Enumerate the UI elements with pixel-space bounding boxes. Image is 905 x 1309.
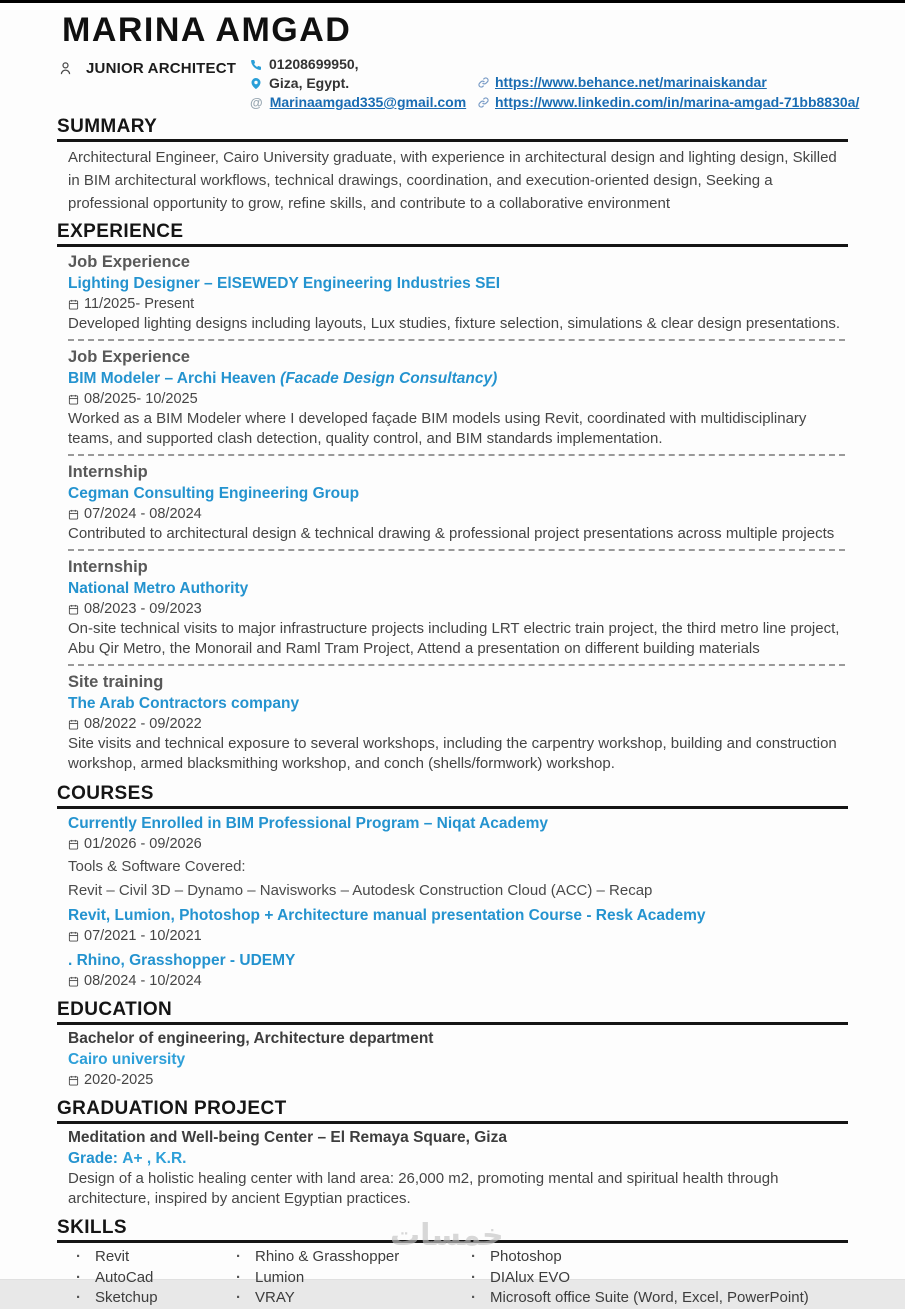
entry-type: Job Experience	[68, 253, 190, 271]
calendar-icon	[68, 394, 79, 405]
experience-entry	[68, 461, 847, 551]
dashed-divider	[68, 339, 845, 341]
project-grade	[68, 1148, 847, 1169]
entry-role: Lighting Designer – ElSEWEDY Engineering Industries SEI	[68, 275, 501, 292]
location-pin-icon	[250, 77, 262, 90]
education-school: Cairo university	[68, 1051, 186, 1068]
top-border	[0, 0, 905, 3]
skills-heading: SKILLS	[57, 1216, 848, 1243]
graduation-project-section	[57, 1097, 848, 1209]
bullet-icon: ·	[76, 1289, 81, 1306]
skill-label: AutoCad	[95, 1268, 154, 1286]
course-date: 08/2024 - 10/2024	[84, 973, 202, 989]
skill-label: Revit	[95, 1248, 130, 1265]
entry-description: Contributed to architectural design & technical drawing & professional project presentations across multiple projects	[68, 525, 835, 542]
entry-date: 07/2024 - 08/2024	[84, 506, 202, 522]
bullet-icon: ·	[76, 1248, 81, 1265]
entry-date: 08/2025- 10/2025	[84, 391, 198, 407]
entry-type: Job Experience	[68, 348, 190, 366]
skill-label: Photoshop	[490, 1248, 562, 1265]
courses-heading: COURSES	[57, 782, 848, 809]
education-heading: EDUCATION	[57, 998, 848, 1025]
contact-header	[58, 55, 905, 112]
entry-role: Cegman Consulting Engineering Group	[68, 485, 360, 502]
skills-section	[57, 1216, 848, 1309]
experience-entry	[68, 556, 847, 666]
skill-label: Rhino & Grasshopper	[255, 1248, 400, 1265]
course-entry	[68, 905, 847, 946]
skill-label: VRAY	[255, 1289, 295, 1306]
bullet-icon: ·	[471, 1248, 476, 1265]
experience-entry	[68, 251, 847, 341]
skill-item	[68, 1247, 228, 1268]
summary-heading: SUMMARY	[57, 115, 848, 142]
grade-value: A+ , K.R.	[122, 1150, 187, 1167]
entry-description: On-site technical visits to major infrastructure projects including LRT electric train project, the third metro line project, Abu Qir Metro, the Monorail and Raml Tram Project, Attend a presentation on different building materials	[68, 620, 840, 657]
location-text: Giza, Egypt.	[269, 75, 350, 91]
entry-role: The Arab Contractors company	[68, 695, 300, 712]
education-date: 2020-2025	[84, 1072, 154, 1088]
dashed-divider	[68, 664, 845, 666]
bullet-icon: ·	[471, 1268, 476, 1286]
skills-grid	[68, 1247, 847, 1309]
job-title: JUNIOR ARCHITECT	[86, 60, 237, 77]
entry-date: 11/2025- Present	[84, 296, 195, 312]
dashed-divider	[68, 549, 845, 551]
course-title: Currently Enrolled in BIM Professional Program – Niqat Academy	[68, 815, 549, 832]
skill-item	[68, 1288, 228, 1309]
entry-description: Worked as a BIM Modeler where I developed façade BIM models using Revit, coordinated with multidisciplinary teams, and supported clash detection, quality control, and BIM standards implementation.	[68, 410, 807, 447]
person-icon	[58, 61, 73, 76]
behance-link[interactable]: https://www.behance.net/marinaiskandar	[495, 74, 767, 90]
skill-label: Microsoft office Suite (Word, Excel, PowerPoint)	[490, 1289, 809, 1306]
skill-item	[463, 1288, 847, 1309]
graduation-project-heading: GRADUATION PROJECT	[57, 1097, 848, 1124]
skill-label: DIAlux EVO	[490, 1268, 571, 1286]
bullet-icon: ·	[236, 1289, 241, 1306]
course-date: 01/2026 - 09/2026	[84, 836, 202, 852]
calendar-icon	[68, 1075, 79, 1086]
phone-number: 01208699950,	[269, 56, 359, 72]
skill-item	[228, 1288, 463, 1309]
entry-role	[68, 368, 847, 389]
course-title: . Rhino, Grasshopper - UDEMY	[68, 952, 296, 969]
phone-icon	[250, 59, 262, 71]
page-title: MARINA AMGAD	[62, 11, 352, 49]
calendar-icon	[68, 509, 79, 520]
email-at-icon: @	[250, 95, 263, 110]
entry-type: Site training	[68, 673, 164, 691]
entry-date: 08/2023 - 09/2023	[84, 601, 202, 617]
calendar-icon	[68, 839, 79, 850]
education-degree: Bachelor of engineering, Architecture department	[68, 1030, 434, 1047]
skill-label: Lumion	[255, 1268, 305, 1286]
link-icon	[478, 77, 489, 88]
skill-item	[463, 1247, 847, 1268]
course-tools-list: Revit – Civil 3D – Dynamo – Navisworks – Autodesk Construction Cloud (ACC) – Recap	[68, 882, 653, 899]
calendar-icon	[68, 604, 79, 615]
skill-item	[228, 1247, 463, 1268]
entry-role-suffix: (Facade Design Consultancy)	[275, 370, 498, 387]
calendar-icon	[68, 719, 79, 730]
skill-item	[463, 1268, 847, 1289]
grade-label: Grade:	[68, 1150, 118, 1167]
calendar-icon	[68, 976, 79, 987]
bullet-icon: ·	[76, 1268, 81, 1286]
skill-label: Sketchup	[95, 1289, 158, 1306]
entry-role-main: BIM Modeler – Archi Heaven	[68, 370, 276, 387]
bullet-icon: ·	[236, 1268, 241, 1286]
skill-item	[68, 1268, 228, 1289]
entry-type: Internship	[68, 558, 148, 576]
entry-type: Internship	[68, 463, 148, 481]
course-entry	[68, 950, 847, 991]
course-date: 07/2021 - 10/2021	[84, 928, 202, 944]
dashed-divider	[68, 454, 845, 456]
calendar-icon	[68, 299, 79, 310]
entry-role: National Metro Authority	[68, 580, 249, 597]
experience-entry	[68, 671, 847, 774]
project-description: Design of a holistic healing center with land area: 26,000 m2, promoting mental and spiritual health through architecture, inspired by ancient Egyptian practices.	[68, 1170, 779, 1207]
email-link[interactable]: Marinaamgad335@gmail.com	[269, 94, 467, 110]
khamsat-watermark: خمسات	[390, 1218, 504, 1253]
linkedin-link[interactable]: https://www.linkedin.com/in/marina-amgad-71bb8830a/	[495, 94, 860, 110]
link-icon	[478, 97, 489, 108]
experience-section	[57, 220, 848, 774]
bullet-icon: ·	[471, 1289, 476, 1306]
skill-item	[228, 1268, 463, 1289]
course-tools-label: Tools & Software Covered:	[68, 858, 246, 875]
summary-text: Architectural Engineer, Cairo University graduate, with experience in architectural design and lighting design, Skilled in BIM architectural workflows, technical drawings, coordination, and execution-oriented design, Seeking a professional opportunity to grow, refine skills, and contribute to a collaborative environment	[68, 149, 837, 212]
summary-section	[57, 115, 848, 215]
entry-description: Site visits and technical exposure to several workshops, including the carpentry workshop, building and construction workshop, armed blacksmithing workshop, and conch (shells/formwork) workshop.	[68, 735, 837, 772]
entry-date: 08/2022 - 09/2022	[84, 716, 202, 732]
experience-heading: EXPERIENCE	[57, 220, 848, 247]
education-section	[57, 998, 848, 1090]
course-entry	[68, 813, 847, 901]
course-title: Revit, Lumion, Photoshop + Architecture manual presentation Course - Resk Academy	[68, 907, 706, 924]
entry-description: Developed lighting designs including layouts, Lux studies, fixture selection, simulations & clear design presentations.	[68, 315, 841, 332]
courses-section	[57, 782, 848, 991]
bullet-icon: ·	[236, 1248, 241, 1265]
calendar-icon	[68, 931, 79, 942]
project-title: Meditation and Well-being Center – El Remaya Square, Giza	[68, 1129, 507, 1146]
experience-entry	[68, 346, 847, 456]
